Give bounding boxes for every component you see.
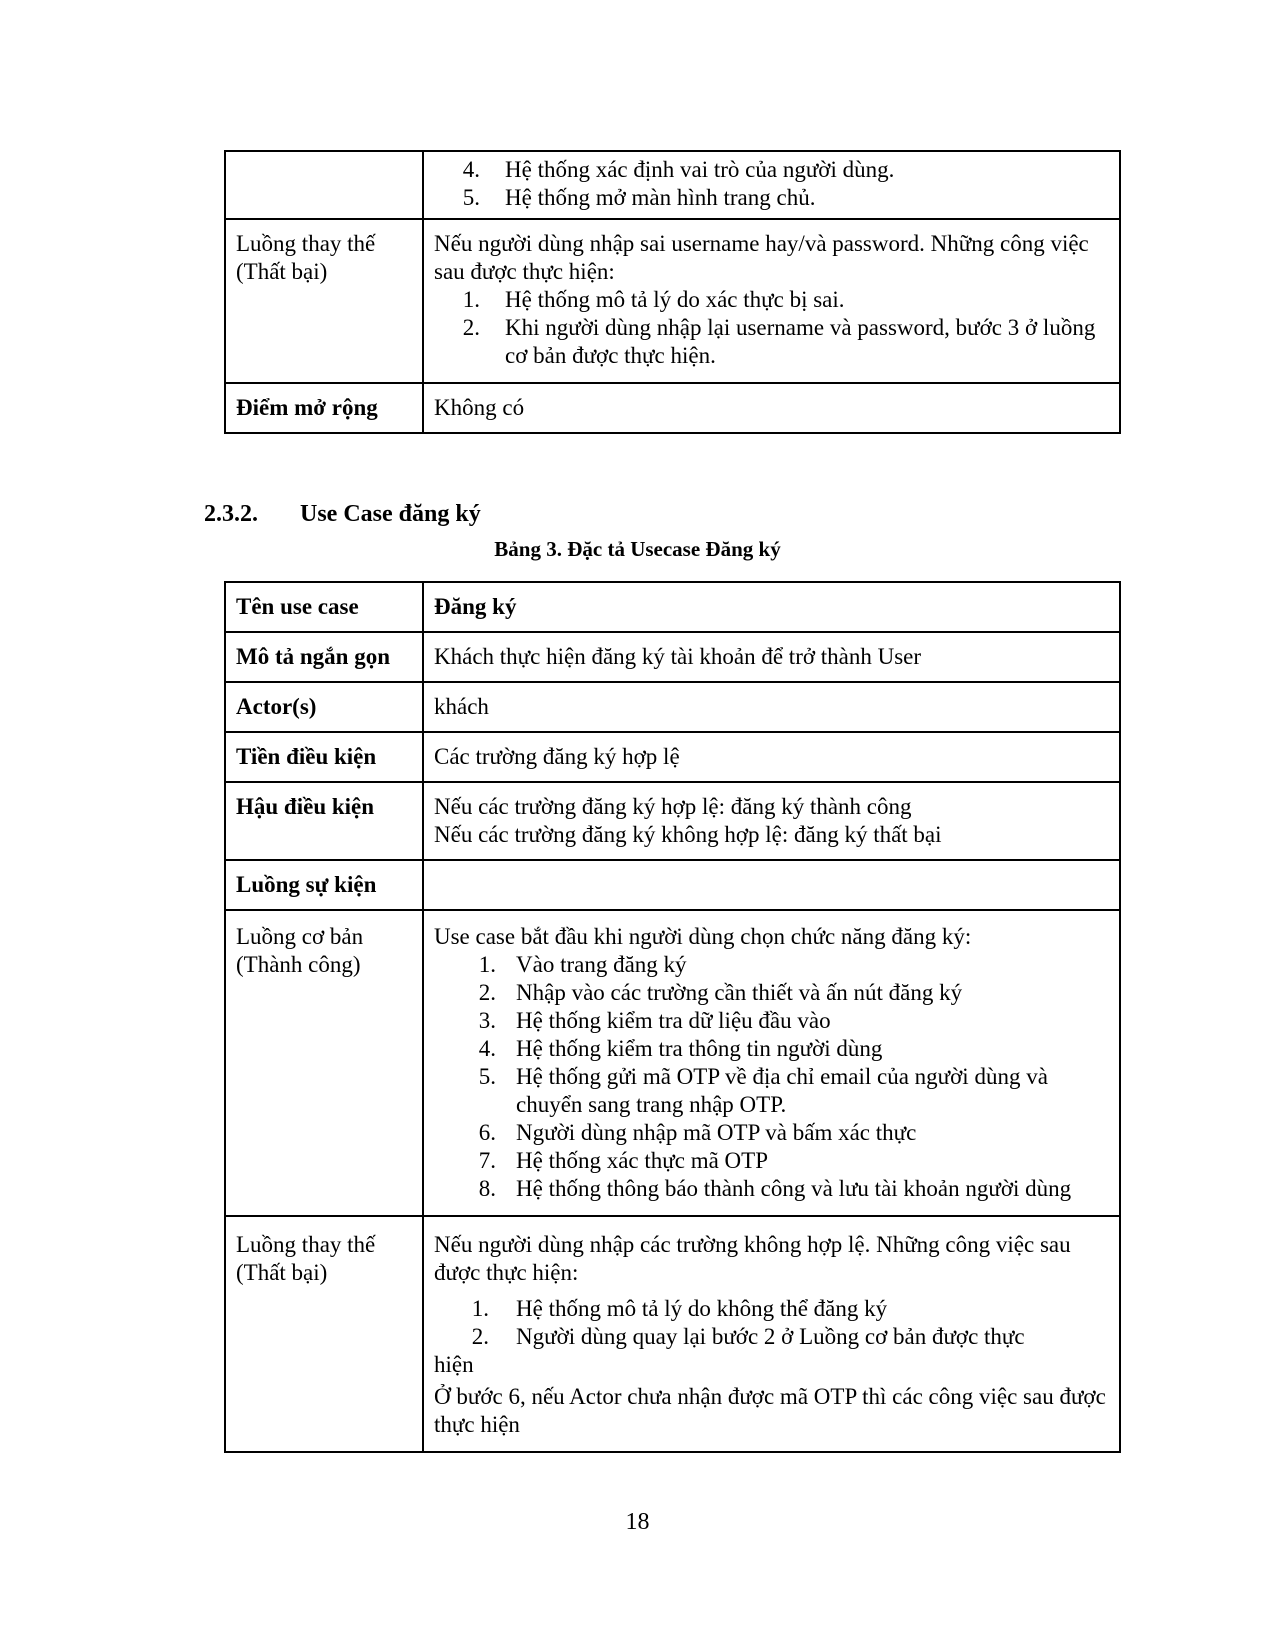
basic-flow-intro: Use case bắt đầu khi người dùng chọn chức năng đăng ký: (434, 924, 972, 949)
list-item: 1. Hệ thống mô tả lý do không thể đăng ký (471, 1296, 888, 1321)
postcondition-label: Hậu điều kiện (225, 782, 423, 860)
table-cell-empty (225, 151, 423, 219)
alt-flow-content-cell (423, 1216, 1120, 1452)
postcondition-failure: Nếu các trường đăng ký không hợp lệ: đăng ký thất bại (434, 822, 942, 847)
alt-flow-label: Luồng thay thế (236, 231, 376, 256)
table-row (225, 682, 1120, 732)
section-heading (204, 500, 481, 528)
list-item: 2. Khi người dùng nhập lại username và password, bước 3 ở luồng cơ bản được thực hiện. (462, 315, 1096, 368)
extension-point-value: Không có (423, 383, 1120, 433)
table-caption: Bảng 3. Đặc tả Usecase Đăng ký (494, 537, 781, 561)
step-list (434, 156, 1109, 212)
alt-flow-label: Luồng thay thế (236, 1232, 376, 1257)
alt-flow-sublabel: (Thất bại) (236, 1260, 328, 1285)
section-number: 2.3.2. (204, 501, 258, 527)
basic-flow-sublabel: (Thành công) (236, 952, 361, 977)
table-row (225, 383, 1120, 433)
step-list (434, 951, 1109, 1203)
actor-label: Actor(s) (225, 682, 423, 732)
table-row (225, 910, 1120, 1216)
table-row (225, 219, 1120, 383)
page-number: 18 (625, 1509, 650, 1535)
table-row (225, 782, 1120, 860)
list-item: 8. Hệ thống thông báo thành công và lưu tài khoản người dùng (478, 1176, 1072, 1201)
list-item: 2. Người dùng quay lại bước 2 ở Luồng cơ bản được thực (471, 1324, 1025, 1349)
list-item: 4. Hệ thống xác định vai trò của người dùng. (462, 157, 895, 182)
list-item: 4. Hệ thống kiểm tra thông tin người dùng (478, 1036, 883, 1061)
table-row (225, 582, 1120, 632)
use-case-name-label: Tên use case (225, 582, 423, 632)
basic-flow-label: Luồng cơ bản (236, 924, 364, 949)
table-row (225, 1216, 1120, 1452)
alt-flow-content-cell (423, 219, 1120, 383)
event-flow-value (423, 860, 1120, 910)
basic-flow-steps-cell (423, 151, 1120, 219)
step-list (434, 286, 1109, 370)
list-item: 2. Nhập vào các trường cần thiết và ấn nút đăng ký (478, 980, 963, 1005)
list-item: 6. Người dùng nhập mã OTP và bấm xác thực (478, 1120, 917, 1145)
alt-flow-intro: Nếu người dùng nhập các trường không hợp lệ. Những công việc sau được thực hiện: (434, 1232, 1071, 1285)
list-item: 1. Vào trang đăng ký (478, 952, 687, 977)
table-row (225, 151, 1120, 219)
description-label: Mô tả ngắn gọn (225, 632, 423, 682)
extension-point-label: Điểm mở rộng (225, 383, 423, 433)
table-row (225, 732, 1120, 782)
section-title: Use Case đăng ký (300, 501, 481, 527)
table-row (225, 632, 1120, 682)
alt-flow-intro: Nếu người dùng nhập sai username hay/và password. Những công việc sau được thực hiện: (434, 231, 1089, 284)
alt-flow-sublabel: (Thất bại) (236, 259, 328, 284)
alt-flow-label-cell (225, 1216, 423, 1452)
postcondition-value (423, 782, 1120, 860)
use-case-table-login-continued (224, 150, 1121, 434)
description-value: Khách thực hiện đăng ký tài khoản để trở thành User (423, 632, 1120, 682)
actor-value: khách (423, 682, 1120, 732)
otp-note: Ở bước 6, nếu Actor chưa nhận được mã OTP thì các công việc sau được thực hiện (434, 1384, 1106, 1437)
table-row (225, 860, 1120, 910)
alt-flow-label-cell (225, 219, 423, 383)
list-item: 1. Hệ thống mô tả lý do xác thực bị sai. (462, 287, 845, 312)
basic-flow-content-cell (423, 910, 1120, 1216)
event-flow-label: Luồng sự kiện (225, 860, 423, 910)
postcondition-success: Nếu các trường đăng ký hợp lệ: đăng ký thành công (434, 794, 912, 819)
use-case-name-value: Đăng ký (423, 582, 1120, 632)
list-item: 7. Hệ thống xác thực mã OTP (478, 1148, 768, 1173)
step-list (434, 1295, 1109, 1351)
use-case-table-register (224, 581, 1121, 1453)
list-item: 5. Hệ thống gửi mã OTP về địa chỉ email của người dùng và chuyển sang trang nhập OTP. (478, 1064, 1048, 1117)
alt-step-continuation: hiện (434, 1352, 474, 1377)
list-item: 5. Hệ thống mở màn hình trang chủ. (462, 185, 816, 210)
precondition-value: Các trường đăng ký hợp lệ (423, 732, 1120, 782)
precondition-label: Tiền điều kiện (225, 732, 423, 782)
list-item: 3. Hệ thống kiểm tra dữ liệu đầu vào (478, 1008, 831, 1033)
basic-flow-label-cell (225, 910, 423, 1216)
